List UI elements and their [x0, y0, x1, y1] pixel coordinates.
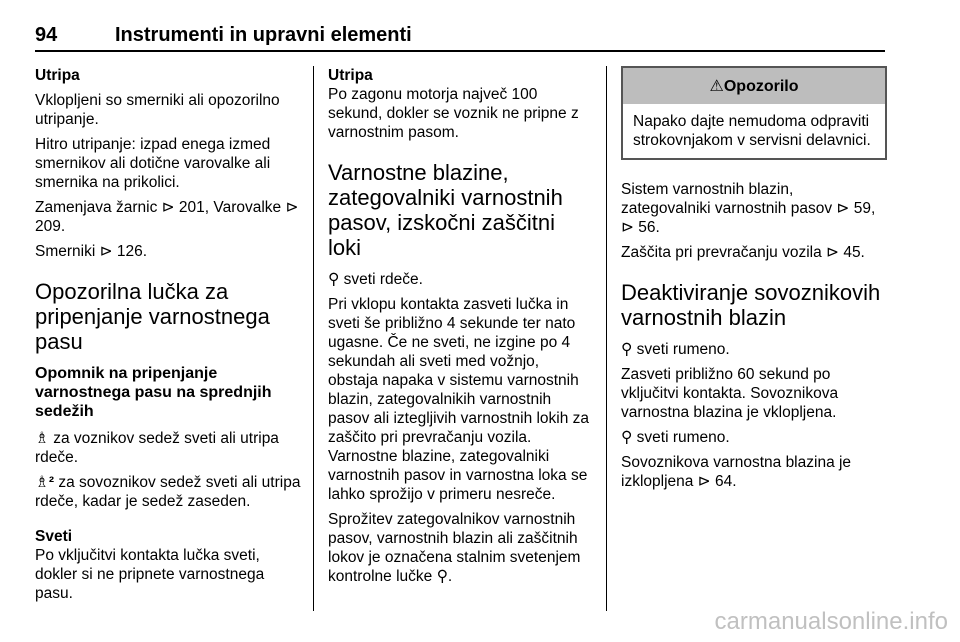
paragraph: Pri vklopu kontakta zasveti lučka in sveti še približno 4 sekunde ter nato ugasne. Če ne sveti, ne izgine po 4 sekundah ali sveti med vožnjo, obstaja napaka v sistemu varnostnih blazin, zategovalnikih varnostnih pasov ali iztegljivih varnostnih lokih za zaščito pri prevračanju vozila. Varnostne blazine, zategovalniki varnostnih pasov in varnostna loka se lahko sprožijo v primeru nesreče. — [328, 296, 590, 503]
paragraph-text: . — [447, 568, 453, 585]
watermark: carmanualsonline.info — [714, 608, 948, 635]
warning-box — [621, 66, 887, 160]
seatbelt-driver-icon: ♗ — [35, 430, 49, 447]
paragraph — [328, 270, 593, 289]
airbag-icon: ⚲ — [328, 271, 340, 288]
paragraph: Zaščita pri prevračanju vozila ⊳ 45. — [621, 244, 865, 261]
paragraph — [621, 428, 887, 447]
paragraph — [328, 510, 593, 586]
paragraph: Hitro utripanje: izpad enega izmed smernikov ali dotične varovalke ali smernika na prikolici. — [35, 136, 271, 191]
paragraph-text: sveti rdeče. — [339, 271, 423, 288]
warning-title: ⚠Opozorilo — [623, 68, 885, 104]
section-heading-sveti: Sveti — [35, 528, 73, 545]
paragraph: Smerniki ⊳ 126. — [35, 243, 148, 260]
paragraph: Vklopljeni so smerniki ali opozorilno utripanje. — [35, 92, 280, 128]
section-title-airbags: Varnostne blazine, zategovalniki varnostnih pasov, izskočni zaščitni loki — [328, 160, 563, 260]
subsection-title-reminder: Opomnik na pripenjanje varnostnega pasu na sprednjih sedežih — [35, 365, 272, 420]
paragraph — [35, 429, 305, 467]
paragraph — [621, 340, 887, 359]
seatbelt-passenger-icon: ♗² — [35, 474, 55, 491]
paragraph-text: za voznikov sedež sveti ali utripa rdeče. — [35, 430, 279, 466]
paragraph: Zamenjava žarnic ⊳ 201, Varovalke ⊳ 209. — [35, 199, 299, 235]
paragraph — [35, 473, 305, 511]
airbag-on-icon: ⚲ — [621, 341, 633, 358]
section-heading-utripa: Utripa — [35, 67, 80, 84]
header-rule — [35, 50, 885, 52]
airbag-off-icon: ⚲ — [621, 429, 633, 446]
column-left — [35, 66, 305, 609]
column-divider — [606, 66, 607, 611]
section-title-deactivation: Deaktiviranje sovoznikovih varnostnih blazin — [621, 280, 881, 330]
paragraph-text: sveti rumeno. — [632, 341, 730, 358]
paragraph-text: za sovoznikov sedež sveti ali utripa rdeče, kadar je sedež zaseden. — [35, 474, 301, 510]
column-divider — [313, 66, 314, 611]
paragraph-text: sveti rumeno. — [632, 429, 730, 446]
page-number: 94 — [35, 24, 58, 46]
paragraph: Po vključitvi kontakta lučka sveti, dokler si ne pripnete varnostnega pasu. — [35, 547, 265, 602]
column-right — [621, 66, 887, 497]
section-heading-utripa: Utripa — [328, 67, 373, 84]
paragraph: Sovoznikova varnostna blazina je izklopljena ⊳ 64. — [621, 454, 852, 490]
warning-text: Napako dajte nemudoma odpraviti strokovnjakom v servisni delavnici. — [633, 113, 871, 149]
airbag-icon: ⚲ — [436, 568, 448, 585]
paragraph: Zasveti približno 60 sekund po vključitvi kontakta. Sovoznikova varnostna blazina je vklopljena. — [621, 366, 839, 421]
section-title-seatbelt: Opozorilna lučka za pripenjanje varnostnega pasu — [35, 279, 270, 354]
paragraph-text: Sprožitev zategovalnikov varnostnih pasov, varnostnih blazin ali zaščitnih lokov je označena stalnim svetenjem kontrolne lučke — [328, 511, 581, 585]
paragraph: Sistem varnostnih blazin, zategovalniki varnostnih pasov ⊳ 59, ⊳ 56. — [621, 181, 876, 236]
column-middle — [328, 66, 593, 592]
paragraph: Po zagonu motorja največ 100 sekund, dokler se voznik ne pripne z varnostnim pasom. — [328, 86, 579, 141]
page-header — [35, 24, 885, 54]
page-title: Instrumenti in upravni elementi — [115, 24, 412, 46]
